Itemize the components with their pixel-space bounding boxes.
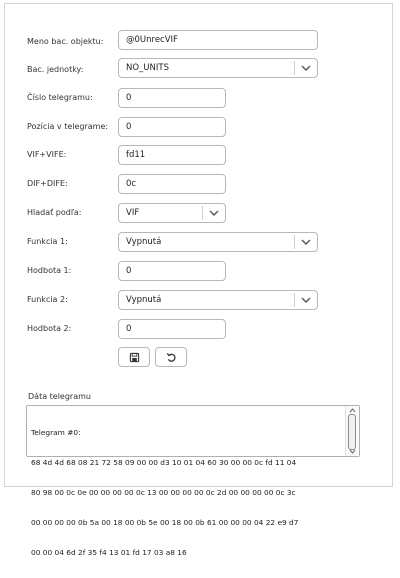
value2-input[interactable]: [118, 319, 226, 339]
function2-value: Vypnutá: [126, 295, 162, 305]
scroll-thumb[interactable]: [348, 414, 356, 450]
save-button[interactable]: [118, 347, 150, 367]
chevron-down-icon: [301, 296, 311, 304]
telegram-line: 80 98 00 0c 0e 00 00 00 00 0c 13 00 00 00 00 0c 2d 00 00 00 00 0c 3c: [31, 488, 296, 497]
telegram-line: 68 4d 4d 68 08 21 72 58 09 00 00 d3 10 01 04 60 30 00 00 0c fd 11 04: [31, 458, 297, 467]
dif-input[interactable]: [118, 174, 226, 194]
vif-value: fd11: [126, 150, 146, 160]
pozicia-label: Pozícia v telegrame:: [27, 122, 109, 131]
scroll-down-icon[interactable]: [349, 449, 356, 454]
textarea-scrollbar[interactable]: [345, 406, 359, 456]
units-select[interactable]: [118, 58, 318, 78]
vif-input[interactable]: [118, 145, 226, 165]
telegram-number-input[interactable]: [118, 88, 226, 108]
chevron-down-icon: [301, 64, 311, 72]
telegram-line: Telegram #0:: [31, 428, 81, 437]
undo-icon: [166, 352, 177, 363]
telegram-line: 00 00 00 00 0b 5a 00 18 00 0b 5e 00 18 00 0b 61 00 00 00 04 22 e9 d7: [31, 518, 299, 527]
object-name-input[interactable]: [118, 30, 318, 50]
jednotky-label: Bac. jednotky:: [27, 65, 84, 74]
scroll-up-icon[interactable]: [349, 408, 356, 413]
search-by-select[interactable]: [118, 203, 226, 223]
position-value: 0: [126, 122, 132, 132]
cislo-label: Číslo telegramu:: [27, 93, 93, 102]
value1-value: 0: [126, 266, 132, 276]
vif-label: VIF+VIFE:: [27, 150, 67, 159]
telegram-data-label: Dáta telegramu: [28, 392, 91, 401]
value2-value: 0: [126, 324, 132, 334]
function1-value: Vypnutá: [126, 237, 162, 247]
dif-label: DIF+DIFE:: [27, 179, 68, 188]
function1-select[interactable]: [118, 232, 318, 252]
units-select-value: NO_UNITS: [126, 63, 169, 73]
hodnota2-label: Hodbota 2:: [27, 324, 72, 333]
funkcia1-label: Funkcia 1:: [27, 237, 68, 246]
save-icon: [129, 352, 140, 363]
telegram-data-text: [31, 408, 343, 578]
hladat-label: Hladať podľa:: [27, 208, 82, 217]
telegram-data-textarea[interactable]: [26, 405, 360, 557]
position-input[interactable]: [118, 117, 226, 137]
hodnota1-label: Hodbota 1:: [27, 266, 72, 275]
search-by-value: VIF: [126, 208, 140, 218]
chevron-down-icon: [301, 238, 311, 246]
function2-select[interactable]: [118, 290, 318, 310]
dif-value: 0c: [126, 179, 137, 189]
telegram-number-value: 0: [126, 93, 132, 103]
meno-label: Meno bac. objektu:: [27, 37, 104, 46]
reset-button[interactable]: [155, 347, 187, 367]
object-name-value: @0UnrecVIF: [126, 35, 178, 45]
funkcia2-label: Funkcia 2:: [27, 295, 68, 304]
value1-input[interactable]: [118, 261, 226, 281]
chevron-down-icon: [209, 209, 219, 217]
telegram-line: 00 00 04 6d 2f 35 f4 13 01 fd 17 03 a8 16: [31, 548, 187, 557]
